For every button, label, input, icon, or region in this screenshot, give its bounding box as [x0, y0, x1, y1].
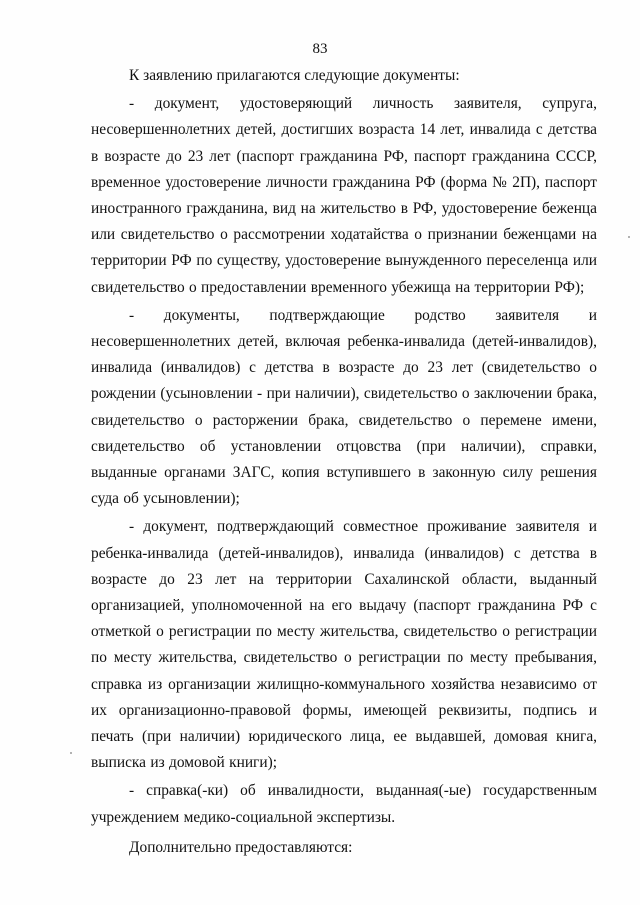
document-body — [91, 63, 597, 863]
closing-paragraph: Дополнительно предоставляются: — [129, 838, 353, 856]
list-item-identity-document: - документ, удостоверяющий личность заявителя, супруга, несовершеннолетних детей, достигших возраста 14 лет, инвалида с детства в возрасте до 23 лет (паспорт гражданина РФ, паспорт гражданина СССР, временное удостоверение личности гражданина РФ (форма № 2П), паспорт иностранного гражданина, вид на жительство в РФ, удостоверение беженца или свидетельство о рассмотрении ходатайства о признании беженцами на территории РФ по существу, удостоверение вынужденного переселенца или свидетельство о предоставлении временного убежища на территории РФ); — [91, 95, 597, 296]
list-item-kinship-documents: - документы, подтверждающие родство заявителя и несовершеннолетних детей, включая ребенка-инвалида (детей-инвалидов), инвалида (инвалидов) с детства в возрасте до 23 лет (свидетельство о рождении (усыновлении - при наличии), свидетельство о заключении брака, свидетельство о расторжении брака, свидетельство о перемене имени, свидетельство об установлении отцовства (при наличии), справки, выданные органами ЗАГС, копия вступившего в законную силу решения суда об усыновлении); — [91, 306, 597, 508]
page-number: 83 — [312, 41, 328, 57]
scan-speck — [70, 752, 72, 754]
list-item-cohabitation-document: - документ, подтверждающий совместное проживание заявителя и ребенка-инвалида (детей-инвалидов), инвалида (инвалидов) с детства в возрасте до 23 лет на территории Сахалинской области, выданный организацией, уполномоченной на его выдачу (паспорт гражданина РФ с отметкой о регистрации по месту жительства, свидетельство о регистрации по месту жительства, свидетельство о регистрации по месту пребывания, справка из организации жилищно-коммунального хозяйства независимо от их организационно-правовой формы, имеющей реквизиты, подпись и печать (при наличии) юридического лица, ее выдавшей, домовая книга, выписка из домовой книги); — [91, 518, 597, 772]
list-item-disability-certificate: - справка(-ки) об инвалидности, выданная(-ые) государственным учреждением медико-социальной экспертизы. — [91, 782, 597, 826]
scan-speck — [628, 236, 630, 238]
intro-paragraph: К заявлению прилагаются следующие документы: — [129, 67, 460, 84]
